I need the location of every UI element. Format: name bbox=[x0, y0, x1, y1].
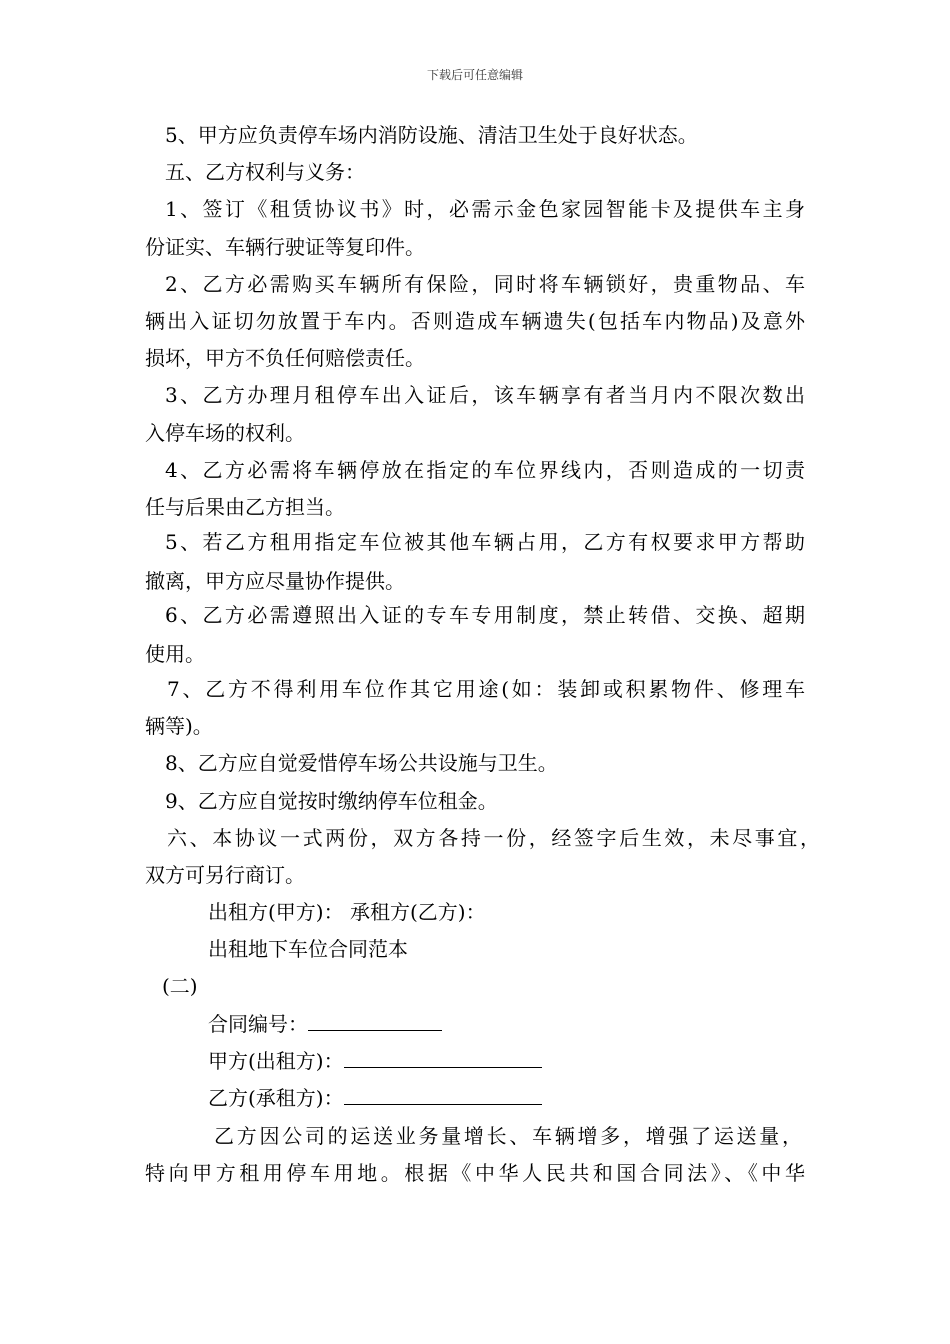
clause-b3-line2: 入停车场的权利。 bbox=[145, 421, 305, 445]
clause-b7-line2: 辆等)。 bbox=[145, 714, 213, 738]
clause-b8: 8、乙方应自觉爱惜停车场公共设施与卫生。 bbox=[165, 751, 558, 775]
section-6-line1: 六、本协议一式两份，双方各持一份，经签字后生效，未尽事宜， bbox=[167, 826, 820, 850]
clause-b4-line2: 任与后果由乙方担当。 bbox=[145, 495, 345, 519]
clause-b1-line2: 份证实、车辆行驶证等复印件。 bbox=[145, 235, 425, 259]
party-b-field bbox=[208, 1086, 542, 1110]
section-5-heading: 五、乙方权利与义务： bbox=[165, 160, 365, 184]
clause-b4-line1: 4、乙方必需将车辆停放在指定的车位界线内，否则造成的一切责 bbox=[165, 458, 805, 482]
contract-number-blank bbox=[308, 1012, 442, 1031]
clause-b5-line2: 撤离，甲方应尽量协作提供。 bbox=[145, 569, 405, 593]
clause-b9: 9、乙方应自觉按时缴纳停车位租金。 bbox=[165, 789, 498, 813]
clause-b5-line1: 5、若乙方租用指定车位被其他车辆占用，乙方有权要求甲方帮助 bbox=[165, 530, 805, 554]
body-para-line1: 乙方因公司的运送业务量增长、车辆增多，增强了运送量， bbox=[214, 1124, 802, 1148]
part-two-marker: (二) bbox=[162, 974, 198, 998]
clause-b2-line1: 2、乙方必需购买车辆所有保险，同时将车辆锁好，贵重物品、车 bbox=[165, 272, 805, 296]
section-6-line2: 双方可另行商订。 bbox=[145, 863, 305, 887]
second-contract-title: 出租地下车位合同范本 bbox=[208, 937, 408, 961]
clause-b6-line2: 使用。 bbox=[145, 642, 205, 666]
contract-number-field bbox=[208, 1012, 442, 1036]
clause-b1-line1: 1、签订《租赁协议书》时，必需示金色家园智能卡及提供车主身 bbox=[165, 197, 805, 221]
page-header: 下载后可任意编辑 bbox=[426, 68, 523, 82]
signature-line: 出租方(甲方)： 承租方(乙方)： bbox=[208, 900, 486, 924]
party-b-blank bbox=[344, 1086, 542, 1105]
clause-b7-line1: 7、乙方不得利用车位作其它用途(如：装卸或积累物件、修理车 bbox=[167, 677, 805, 701]
party-a-label: 甲方(出租方)： bbox=[208, 1049, 344, 1073]
contract-number-label: 合同编号： bbox=[208, 1012, 308, 1036]
party-a-field bbox=[208, 1049, 542, 1073]
body-para-line2: 特向甲方租用停车用地。根据《中华人民共和国合同法》、《中华 bbox=[145, 1161, 805, 1185]
clause-b2-line3: 损坏，甲方不负任何赔偿责任。 bbox=[145, 346, 425, 370]
clause-b2-line2: 辆出入证切勿放置于车内。否则造成车辆遗失(包括车内物品)及意外 bbox=[145, 309, 805, 333]
clause-5-a: 5、甲方应负责停车场内消防设施、清洁卫生处于良好状态。 bbox=[165, 123, 698, 147]
party-a-blank bbox=[344, 1049, 542, 1068]
clause-b6-line1: 6、乙方必需遵照出入证的专车专用制度，禁止转借、交换、超期 bbox=[165, 603, 805, 627]
clause-b3-line1: 3、乙方办理月租停车出入证后，该车辆享有者当月内不限次数出 bbox=[165, 383, 805, 407]
party-b-label: 乙方(承租方)： bbox=[208, 1086, 344, 1110]
